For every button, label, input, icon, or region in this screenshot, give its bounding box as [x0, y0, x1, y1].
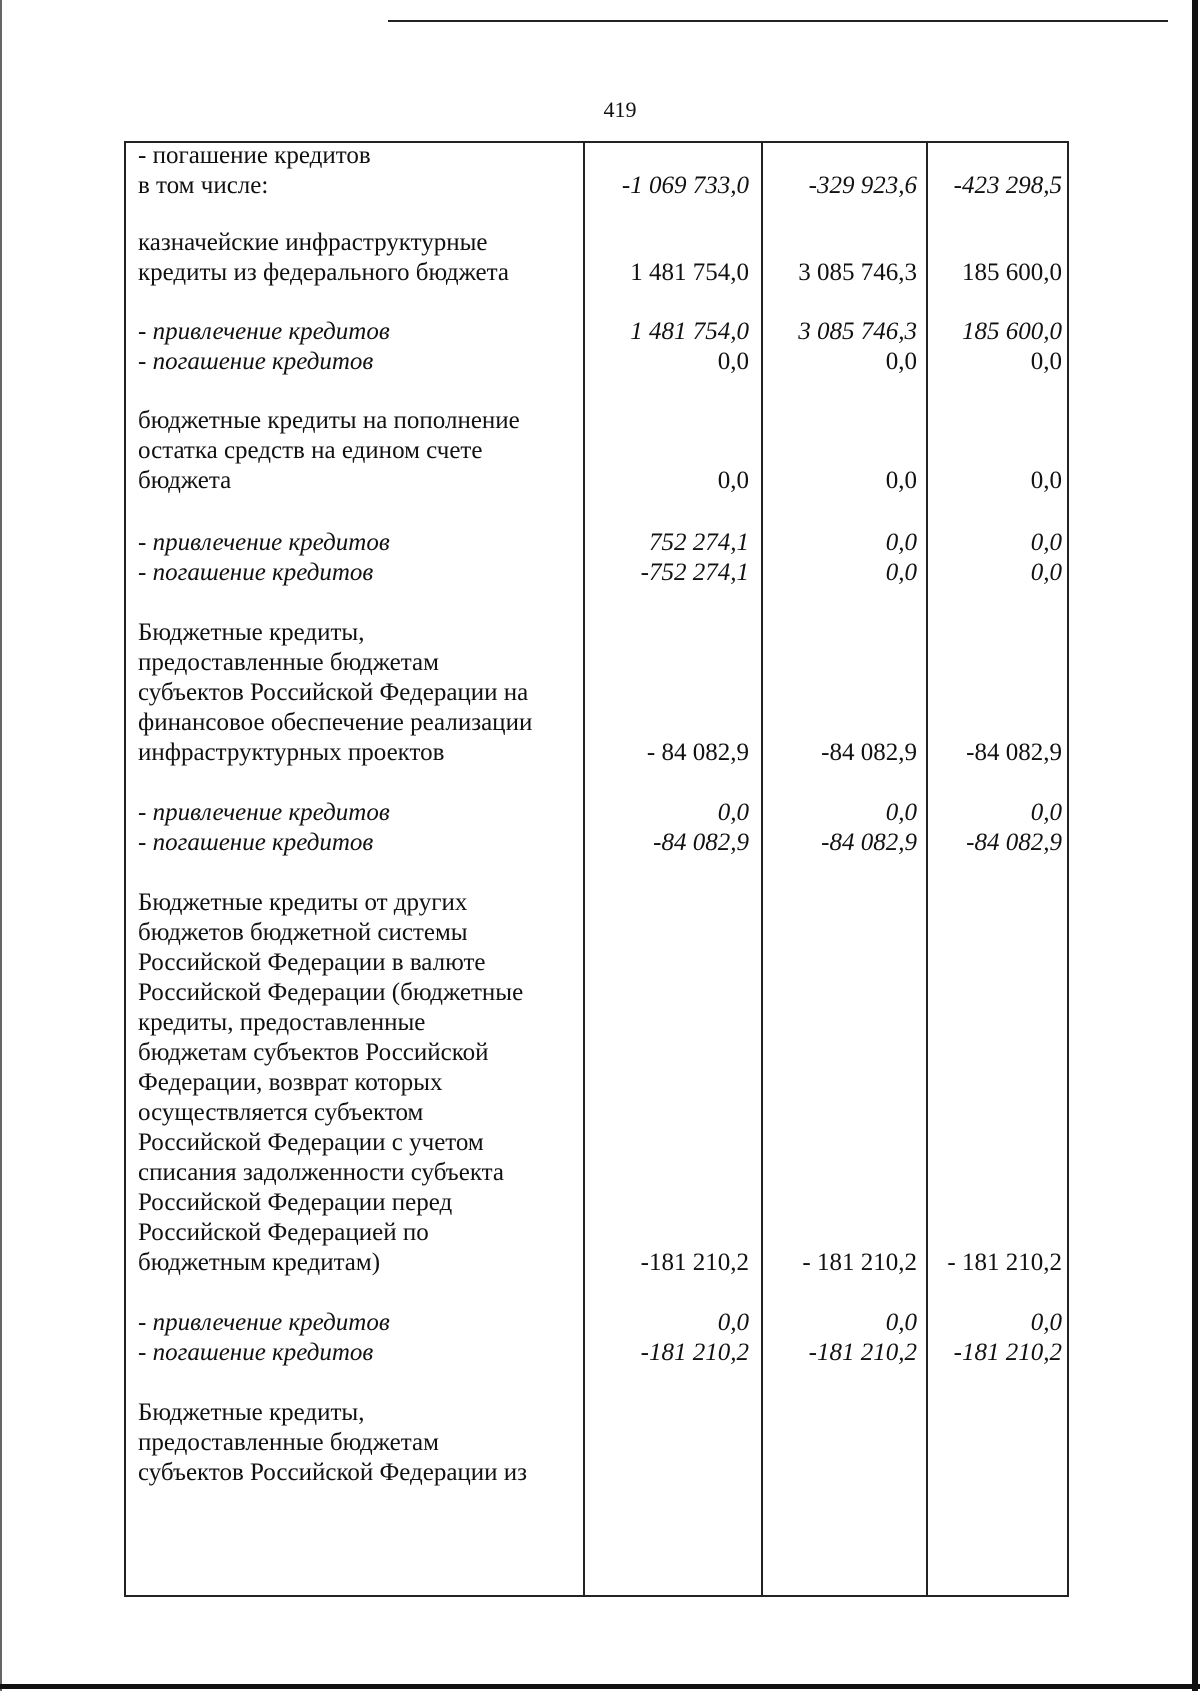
row-value-3: -181 210,2 [953, 1339, 1062, 1366]
row-value-3: 0,0 [1030, 467, 1062, 494]
row-value-2: 0,0 [885, 348, 917, 375]
column-divider [761, 143, 763, 1595]
row-description-line: - привлечение кредитов [138, 1309, 390, 1336]
row-value-3: -423 298,5 [953, 172, 1062, 199]
row-value-1: 1 481 754,0 [630, 318, 749, 345]
row-value-3: 185 600,0 [962, 318, 1062, 345]
row-description-line: кредиты, предоставленные [138, 1009, 426, 1036]
row-value-2: -84 082,9 [821, 829, 917, 856]
row-description-line: бюджетным кредитам) [138, 1249, 381, 1276]
row-description-line: Бюджетные кредиты от других [138, 889, 468, 916]
row-value-2: - 181 210,2 [802, 1249, 917, 1276]
row-description-line: Российской Федерации в валюте [138, 949, 486, 976]
row-value-2: 0,0 [885, 799, 917, 826]
row-description-line: в том числе: [138, 172, 269, 199]
row-value-2: 0,0 [885, 559, 917, 586]
row-value-1: 0,0 [717, 1309, 749, 1336]
row-value-2: 3 085 746,3 [798, 318, 917, 345]
row-value-1: 1 481 754,0 [630, 259, 749, 286]
row-description-line: казначейские инфраструктурные [138, 229, 488, 256]
row-value-2: 0,0 [885, 1309, 917, 1336]
row-description-line: Российской Федерации (бюджетные [138, 979, 524, 1006]
scan-border-left [0, 0, 2, 1691]
row-value-1: 752 274,1 [649, 529, 749, 556]
row-value-3: 0,0 [1030, 559, 1062, 586]
row-value-1: -84 082,9 [653, 829, 749, 856]
row-value-1: -181 210,2 [640, 1339, 749, 1366]
column-divider [926, 143, 928, 1595]
budget-credits-table [124, 141, 1069, 1597]
row-description-line: предоставленные бюджетам [138, 1429, 439, 1456]
row-value-3: - 181 210,2 [947, 1249, 1062, 1276]
row-description-line: субъектов Российской Федерации на [138, 679, 529, 706]
row-value-1: - 84 082,9 [646, 739, 749, 766]
row-value-2: 3 085 746,3 [798, 259, 917, 286]
scan-border-bottom [0, 1684, 1200, 1689]
row-description-line: Федерации, возврат которых [138, 1069, 443, 1096]
row-description-line: - погашение кредитов [138, 1339, 374, 1366]
row-value-1: -752 274,1 [640, 559, 749, 586]
row-description-line: бюджетные кредиты на пополнение [138, 407, 520, 434]
row-description-line: Бюджетные кредиты, [138, 1399, 365, 1426]
row-description-line: Российской Федерации с учетом [138, 1129, 484, 1156]
page-number: 419 [603, 97, 637, 122]
row-description-line: остатка средств на едином счете [138, 437, 483, 464]
row-value-1: -181 210,2 [640, 1249, 749, 1276]
row-description-line: кредиты из федерального бюджета [138, 259, 509, 286]
row-description-line: предоставленные бюджетам [138, 649, 439, 676]
row-description-line: осуществляется субъектом [138, 1099, 424, 1126]
row-description-line: - привлечение кредитов [138, 318, 390, 345]
row-value-2: -181 210,2 [808, 1339, 917, 1366]
row-value-1: -1 069 733,0 [621, 172, 749, 199]
row-value-2: 0,0 [885, 529, 917, 556]
row-description-line: бюджетам субъектов Российской [138, 1039, 489, 1066]
row-description-line: - погашение кредитов [138, 348, 374, 375]
row-value-3: -84 082,9 [966, 829, 1062, 856]
row-value-3: 0,0 [1030, 348, 1062, 375]
row-value-3: 0,0 [1030, 799, 1062, 826]
column-divider [583, 143, 585, 1595]
row-value-2: -329 923,6 [808, 172, 917, 199]
row-description-line: списания задолженности субъекта [138, 1159, 504, 1186]
row-description-line: - погашение кредитов [138, 829, 374, 856]
row-value-1: 0,0 [717, 799, 749, 826]
row-description-line: Российской Федерации перед [138, 1189, 453, 1216]
row-description-line: - погашение кредитов [138, 559, 374, 586]
row-description-line: - привлечение кредитов [138, 799, 390, 826]
row-description-line: Российской Федерацией по [138, 1219, 429, 1246]
row-description-line: бюджетов бюджетной системы [138, 919, 468, 946]
row-description-line: - погашение кредитов [138, 142, 371, 169]
row-description-line: субъектов Российской Федерации из [138, 1459, 528, 1486]
row-value-1: 0,0 [717, 348, 749, 375]
row-value-2: -84 082,9 [821, 739, 917, 766]
row-value-3: -84 082,9 [966, 739, 1062, 766]
scan-border-right [1192, 0, 1198, 1691]
row-description-line: бюджета [138, 467, 232, 494]
row-value-1: 0,0 [717, 467, 749, 494]
row-value-3: 185 600,0 [962, 259, 1062, 286]
row-value-3: 0,0 [1030, 529, 1062, 556]
row-description-line: - привлечение кредитов [138, 529, 390, 556]
row-value-3: 0,0 [1030, 1309, 1062, 1336]
row-value-2: 0,0 [885, 467, 917, 494]
row-description-line: инфраструктурных проектов [138, 739, 445, 766]
row-description-line: финансовое обеспечение реализации [138, 709, 533, 736]
scan-border-top [388, 20, 1168, 22]
row-description-line: Бюджетные кредиты, [138, 619, 365, 646]
